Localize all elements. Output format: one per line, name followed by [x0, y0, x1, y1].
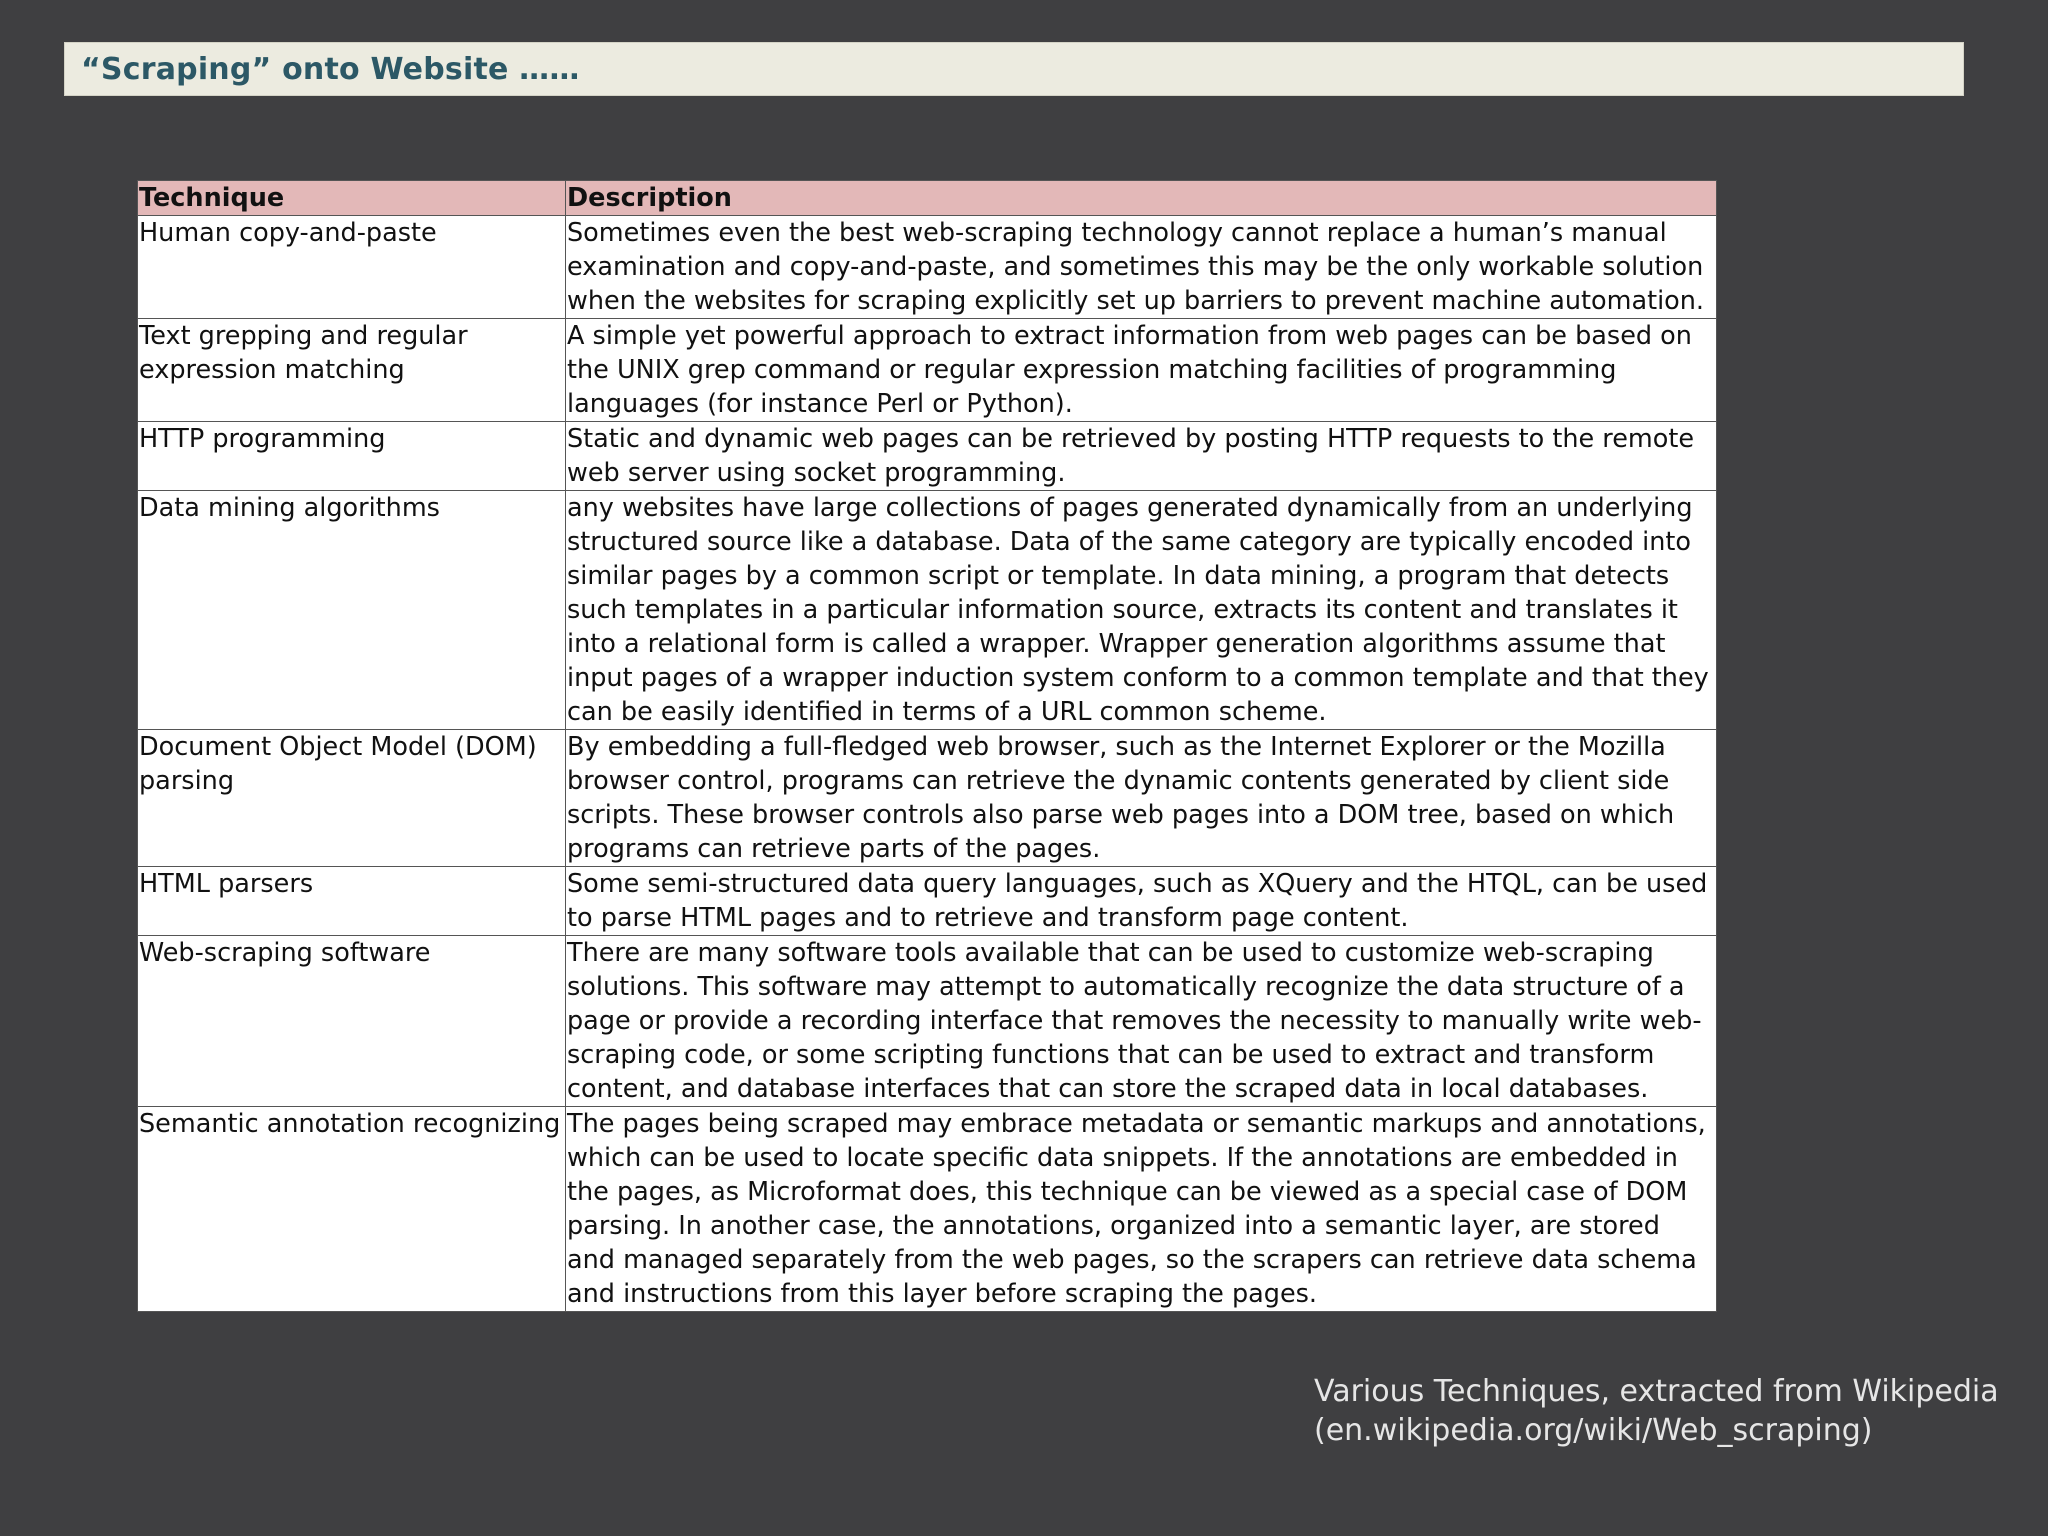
table-row [138, 867, 1717, 936]
description-cell: A simple yet powerful approach to extract information from web pages can be based on the UNIX grep command or regular expression matching facilities of programming languages (for instance Perl or Python). [566, 319, 1717, 422]
column-header-technique: Technique [138, 181, 566, 216]
column-header-description: Description [566, 181, 1717, 216]
technique-cell: Text grepping and regular expression matching [138, 319, 566, 422]
source-caption-url: (en.wikipedia.org/wiki/Web_scraping) [1314, 1413, 1873, 1448]
description-cell: The pages being scraped may embrace metadata or semantic markups and annotations, which can be used to locate specific data snippets. If the annotations are embedded in the pages, as Microformat does, this technique can be viewed as a special case of DOM parsing. In another case, the annotations, organized into a semantic layer, are stored and managed separately from the web pages, so the scrapers can retrieve data schema and instructions from this layer before scraping the pages. [566, 1107, 1717, 1312]
description-cell: Static and dynamic web pages can be retrieved by posting HTTP requests to the remote web server using socket programming. [566, 422, 1717, 491]
table-row [138, 730, 1717, 867]
table-row [138, 422, 1717, 491]
source-caption-line: Various Techniques, extracted from Wikipedia [1314, 1374, 1999, 1409]
techniques-table [137, 180, 1717, 1312]
table-header-row [138, 181, 1717, 216]
table-row [138, 319, 1717, 422]
description-cell: any websites have large collections of pages generated dynamically from an underlying structured source like a database. Data of the same category are typically encoded into similar pages by a common script or template. In data mining, a program that detects such templates in a particular information source, extracts its content and translates it into a relational form is called a wrapper. Wrapper generation algorithms assume that input pages of a wrapper induction system conform to a common template and that they can be easily identified in terms of a URL common scheme. [566, 491, 1717, 730]
slide-title: “Scraping” onto Website …… [81, 51, 580, 87]
description-cell: Sometimes even the best web-scraping technology cannot replace a human’s manual examination and copy-and-paste, and sometimes this may be the only workable solution when the websites for scraping explicitly set up barriers to prevent machine automation. [566, 216, 1717, 319]
technique-cell: Web-scraping software [138, 936, 566, 1107]
table-row [138, 216, 1717, 319]
table-row [138, 491, 1717, 730]
technique-cell: HTTP programming [138, 422, 566, 491]
slide-title-bar [64, 42, 1964, 96]
description-cell: There are many software tools available that can be used to customize web-scraping solutions. This software may attempt to automatically recognize the data structure of a page or provide a recording interface that removes the necessity to manually write web-scraping code, or some scripting functions that can be used to extract and transform content, and database interfaces that can store the scraped data in local databases. [566, 936, 1717, 1107]
source-caption [1314, 1372, 2014, 1450]
technique-cell: Data mining algorithms [138, 491, 566, 730]
table-row [138, 1107, 1717, 1312]
technique-cell: HTML parsers [138, 867, 566, 936]
technique-cell: Document Object Model (DOM) parsing [138, 730, 566, 867]
description-cell: Some semi-structured data query languages, such as XQuery and the HTQL, can be used to parse HTML pages and to retrieve and transform page content. [566, 867, 1717, 936]
description-cell: By embedding a full-fledged web browser, such as the Internet Explorer or the Mozilla browser control, programs can retrieve the dynamic contents generated by client side scripts. These browser controls also parse web pages into a DOM tree, based on which programs can retrieve parts of the pages. [566, 730, 1717, 867]
technique-cell: Semantic annotation recognizing [138, 1107, 566, 1312]
technique-cell: Human copy-and-paste [138, 216, 566, 319]
table-row [138, 936, 1717, 1107]
